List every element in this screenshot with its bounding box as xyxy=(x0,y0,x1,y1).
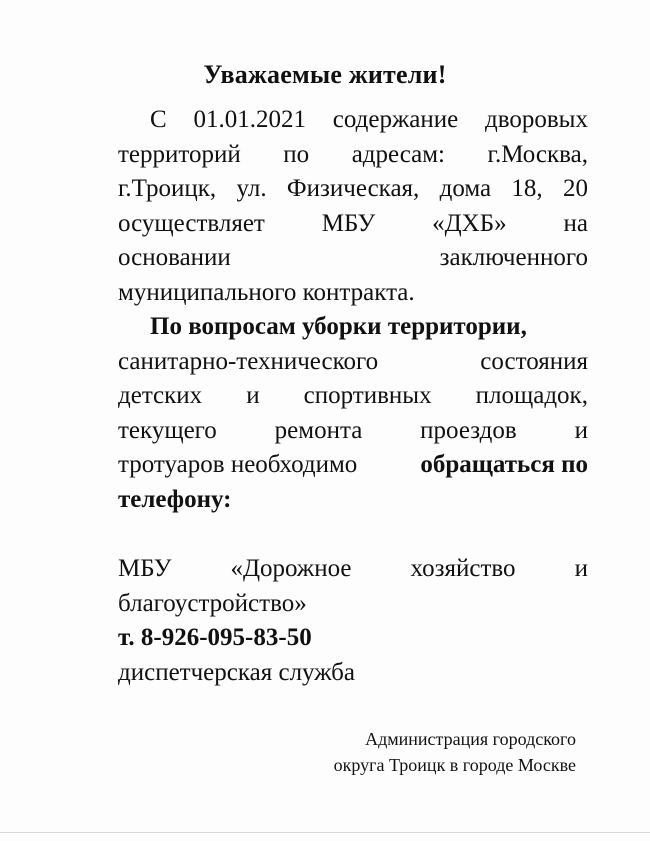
text-line xyxy=(118,172,588,207)
text-line xyxy=(118,207,588,242)
word: текущего xyxy=(118,416,217,444)
word: адресам: xyxy=(351,140,445,168)
text-line xyxy=(118,241,588,276)
word: г.Москва, xyxy=(487,140,588,168)
word: проездов xyxy=(420,416,517,444)
word: «ДХБ» xyxy=(432,209,507,237)
phone-number: т. 8-926-095-83-50 xyxy=(118,624,312,651)
paragraph-maintenance xyxy=(118,103,588,310)
word: «Дорожное xyxy=(230,555,352,582)
word: дворовых xyxy=(485,106,588,133)
word: по xyxy=(283,140,310,168)
scan-edge-line xyxy=(0,832,650,833)
word: благоустройство» xyxy=(118,589,307,617)
word: и xyxy=(246,382,260,409)
word: МБУ xyxy=(118,555,172,582)
word: основании xyxy=(118,244,231,271)
notice-title: Уважаемые жители! xyxy=(203,60,447,89)
org-name-line xyxy=(118,587,588,622)
word: на xyxy=(563,209,588,237)
text-line xyxy=(118,310,588,345)
word: состояния xyxy=(480,347,588,375)
word: 18, xyxy=(511,175,543,202)
org-name-line xyxy=(118,552,588,587)
word: тротуаров необходимо xyxy=(118,451,358,478)
contact-block xyxy=(118,552,588,690)
word: спортивных xyxy=(303,382,432,409)
word: 20 xyxy=(562,175,588,202)
word: хозяйство xyxy=(410,555,516,582)
word: и xyxy=(574,555,588,582)
word: ул. xyxy=(236,175,267,202)
word: площадок, xyxy=(475,382,588,409)
text-line xyxy=(118,448,588,483)
text-line xyxy=(118,483,588,518)
word: дома xyxy=(439,175,492,202)
text-line xyxy=(118,414,588,449)
word: и xyxy=(574,416,588,444)
word: С xyxy=(150,106,167,133)
service-line xyxy=(118,656,588,691)
text-line xyxy=(118,138,588,173)
bold-word: обращаться по xyxy=(420,451,588,478)
paragraph-contact-reasons xyxy=(118,310,588,517)
text-line xyxy=(118,345,588,380)
word: МБУ xyxy=(321,209,376,237)
word: г.Троицк, xyxy=(118,175,217,202)
word: санитарно-технического xyxy=(118,347,379,375)
signature-line: Администрация городского xyxy=(365,729,576,749)
word: заключенного xyxy=(439,244,588,271)
text-line xyxy=(118,379,588,414)
word: детских xyxy=(118,382,203,409)
bold-lead: По вопросам уборки территории, xyxy=(150,313,527,340)
date: 01.01.2021 xyxy=(193,106,306,133)
phone-line xyxy=(118,621,588,656)
text-line xyxy=(118,276,588,311)
word: осуществляет xyxy=(118,209,265,237)
word: Физическая, xyxy=(286,175,420,202)
word: ремонта xyxy=(274,416,363,444)
dispatch-service: диспетчерская служба xyxy=(118,658,355,686)
word: территорий xyxy=(118,140,241,168)
text-line xyxy=(118,103,588,138)
bold-word: телефону: xyxy=(118,485,232,513)
word: муниципального контракта. xyxy=(118,278,415,306)
signature-line: округа Троицк в городе Москве xyxy=(333,755,576,775)
word: содержание xyxy=(332,106,459,133)
signature xyxy=(276,726,576,778)
